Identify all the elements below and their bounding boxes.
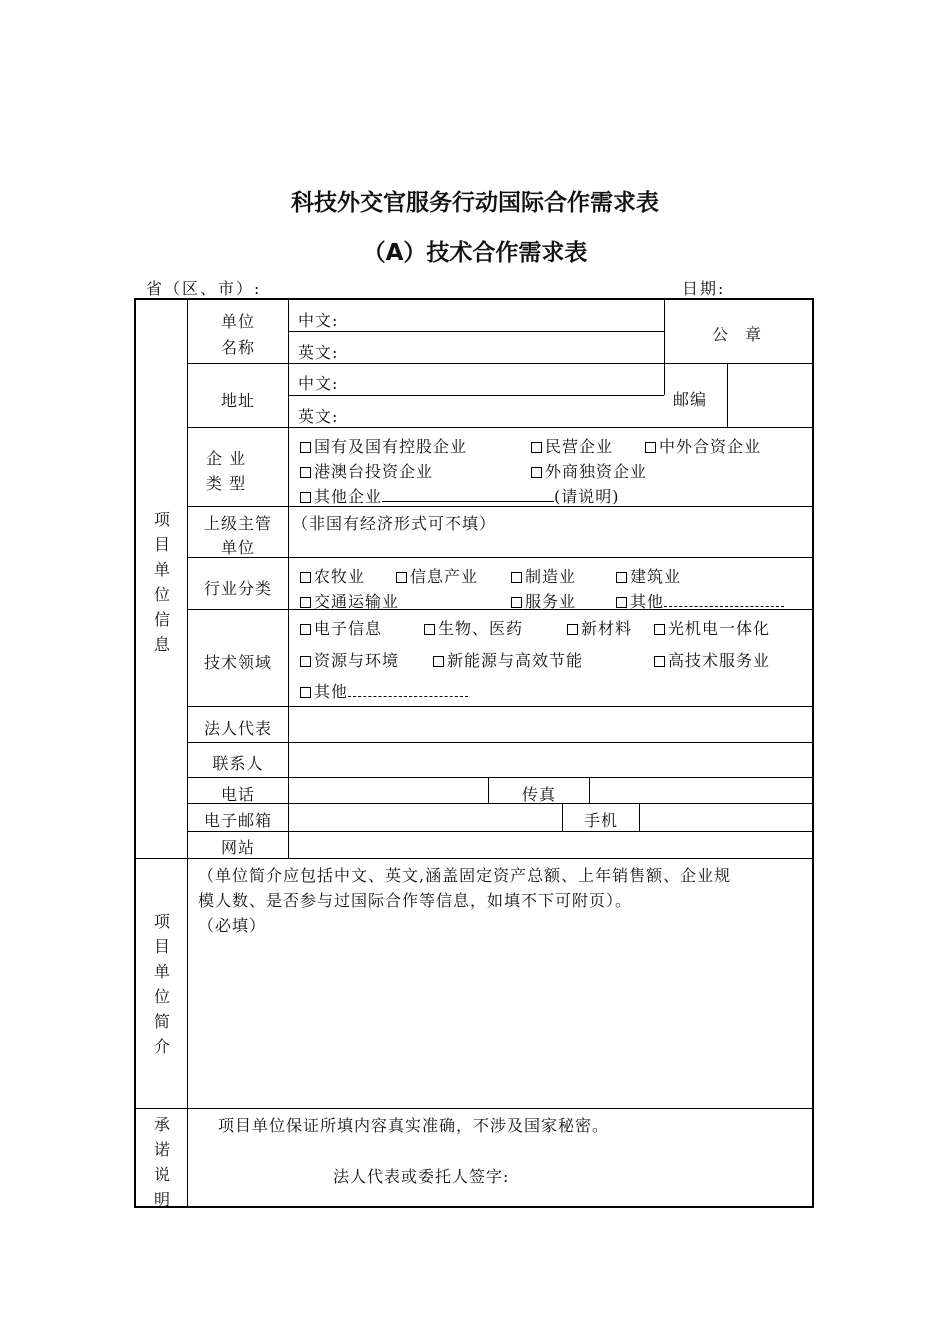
- tech-field-label: 技术领域: [203, 653, 272, 672]
- superior-label-line2: 单位: [220, 538, 255, 557]
- checkbox-icon: [300, 687, 311, 698]
- industry-label: 行业分类: [203, 579, 272, 598]
- industry-option[interactable]: 农牧业: [300, 564, 365, 587]
- tech-option[interactable]: 光机电一体化: [654, 616, 770, 639]
- intro-instruction-line1: （单位简介应包括中文、英文,涵盖固定资产总额、上年销售额、企业规: [198, 866, 732, 885]
- official-seal-label: 公 章: [711, 325, 768, 344]
- fax-label: 传真: [521, 785, 556, 804]
- checkbox-icon: [511, 572, 522, 583]
- checkbox-icon: [300, 442, 311, 453]
- intro-required-note: （必填）: [198, 916, 267, 935]
- legal-rep-label: 法人代表: [203, 719, 272, 738]
- industry-option-other[interactable]: 其他: [616, 589, 784, 612]
- email-label: 电子邮箱: [203, 811, 272, 830]
- tech-option[interactable]: 资源与环境: [300, 648, 399, 671]
- checkbox-icon: [300, 492, 311, 503]
- form-title: 科技外交官服务行动国际合作需求表: [291, 190, 659, 216]
- date-label: 日期:: [682, 279, 726, 298]
- checkbox-icon: [300, 597, 311, 608]
- requirement-form-table: [134, 298, 814, 1208]
- address-label: 地址: [220, 391, 255, 410]
- checkbox-icon: [433, 656, 444, 667]
- industry-option[interactable]: 制造业: [511, 564, 576, 587]
- other-enterprise-blank[interactable]: [382, 487, 554, 502]
- address-en-label: 英文:: [298, 407, 339, 426]
- unit-name-label-line1: 单位: [220, 312, 255, 331]
- province-label: 省（区、市）:: [146, 279, 262, 298]
- unit-name-cn-label: 中文:: [298, 311, 339, 330]
- website-label: 网站: [220, 838, 255, 857]
- checkbox-icon: [531, 467, 542, 478]
- unit-name-en-label: 英文:: [298, 343, 339, 362]
- checkbox-icon: [645, 442, 656, 453]
- industry-other-blank[interactable]: [664, 596, 784, 607]
- tech-option[interactable]: 新材料: [567, 616, 632, 639]
- checkbox-icon: [511, 597, 522, 608]
- tech-option[interactable]: 新能源与高效节能: [433, 648, 583, 671]
- checkbox-icon: [396, 572, 407, 583]
- enterprise-type-label-line1: 企 业: [206, 449, 247, 468]
- tech-option-other[interactable]: 其他: [300, 679, 468, 702]
- checkbox-icon: [300, 467, 311, 478]
- enterprise-type-label-line2: 类 型: [206, 474, 247, 493]
- checkbox-icon: [300, 656, 311, 667]
- checkbox-icon: [300, 572, 311, 583]
- checkbox-icon: [424, 624, 435, 635]
- enterprise-option[interactable]: 中外合资企业: [645, 434, 761, 457]
- address-cn-label: 中文:: [298, 374, 339, 393]
- industry-option[interactable]: 交通运输业: [300, 589, 399, 612]
- section-promise: 承诺说明: [153, 1115, 170, 1209]
- checkbox-icon: [531, 442, 542, 453]
- mobile-label: 手机: [583, 811, 618, 830]
- checkbox-icon: [616, 572, 627, 583]
- superior-hint: （非国有经济形式可不填）: [292, 514, 497, 533]
- checkbox-icon: [616, 597, 627, 608]
- industry-option[interactable]: 服务业: [511, 589, 576, 612]
- contact-label: 联系人: [212, 754, 264, 773]
- promise-statement: 项目单位保证所填内容真实准确，不涉及国家秘密。: [218, 1116, 610, 1135]
- enterprise-option[interactable]: 外商独资企业: [531, 459, 647, 482]
- tech-other-blank[interactable]: [348, 686, 468, 697]
- form-subtitle: （A）技术合作需求表: [362, 240, 588, 266]
- enterprise-option[interactable]: 国有及国有控股企业: [300, 434, 467, 457]
- section-unit-info: 项目单位信息: [153, 510, 170, 654]
- checkbox-icon: [300, 624, 311, 635]
- enterprise-option-other[interactable]: 其他企业 (请说明): [300, 484, 620, 507]
- industry-option[interactable]: 信息产业: [396, 564, 478, 587]
- superior-label-line1: 上级主管: [203, 514, 272, 533]
- checkbox-icon: [567, 624, 578, 635]
- phone-label: 电话: [220, 785, 255, 804]
- unit-name-label-line2: 名称: [220, 338, 255, 357]
- checkbox-icon: [654, 656, 665, 667]
- postcode-label: 邮编: [673, 390, 708, 409]
- intro-instruction-line2: 模人数、是否参与过国际合作等信息，如填不下可附页）。: [198, 891, 633, 910]
- tech-option[interactable]: 生物、医药: [424, 616, 523, 639]
- tech-option[interactable]: 高技术服务业: [654, 648, 770, 671]
- signature-label: 法人代表或委托人签字:: [333, 1167, 510, 1186]
- checkbox-icon: [654, 624, 665, 635]
- section-unit-intro: 项目单位简介: [153, 912, 170, 1056]
- enterprise-option[interactable]: 民营企业: [531, 434, 613, 457]
- tech-option[interactable]: 电子信息: [300, 616, 382, 639]
- industry-option[interactable]: 建筑业: [616, 564, 681, 587]
- enterprise-option[interactable]: 港澳台投资企业: [300, 459, 433, 482]
